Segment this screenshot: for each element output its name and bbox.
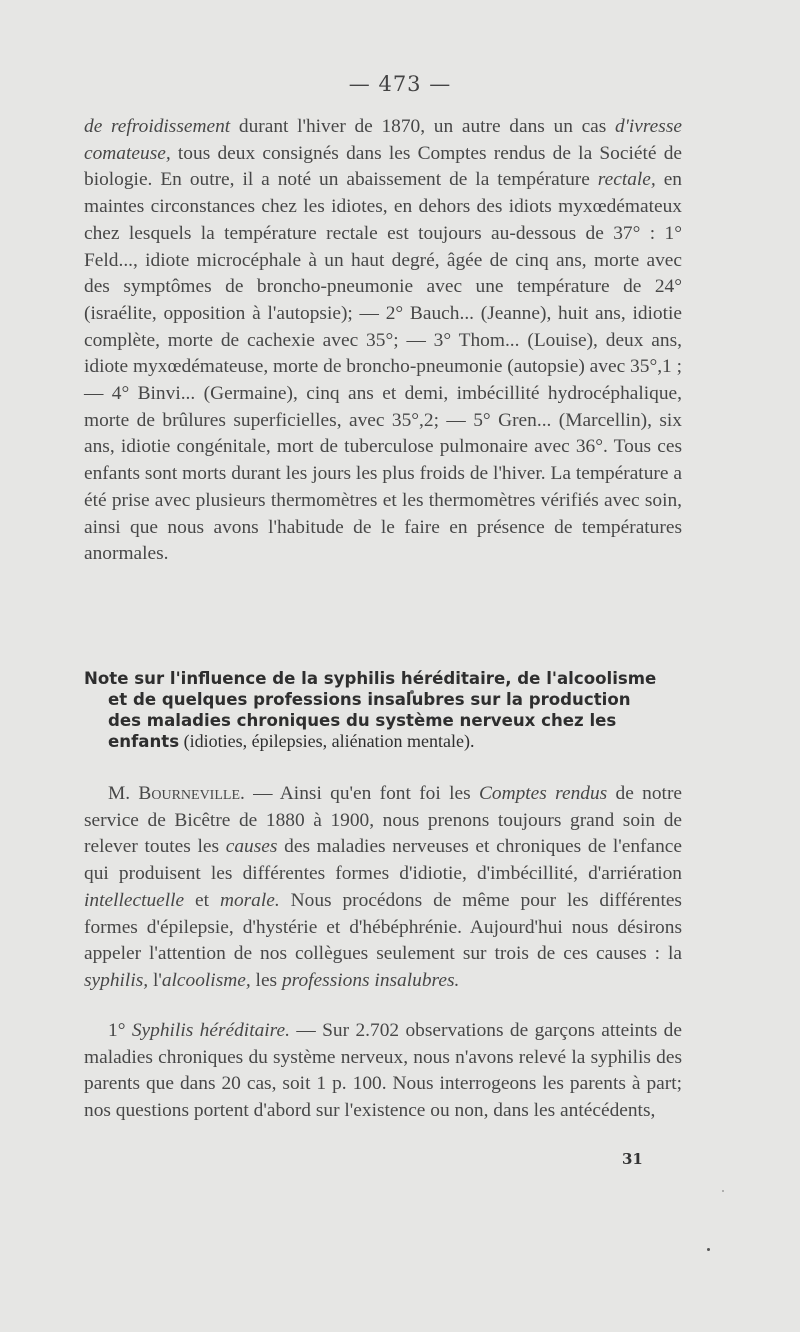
b-text-11: l': [148, 969, 162, 991]
b-em-4: causes: [225, 836, 278, 858]
heading-line-4-normal: (idioties, épilepsies, aliénation mentale).: [179, 731, 475, 751]
heading-line-3: des maladies chroniques du système nerveux chez les: [108, 711, 617, 730]
b-em-6: intellectuelle: [84, 889, 185, 911]
intro-em-1: de refroidissement: [84, 116, 231, 137]
syphilis-paragraph: [84, 1018, 682, 1125]
intro-text-4: tous deux consignés dans les Comptes rendus de la Société de biologie. En outre, il a noté un abaissement de la température: [84, 142, 682, 191]
author-name: M. Bourneville.: [108, 783, 245, 804]
b-text-3: de notre service de Bicêtre de 1880 à 1900, nous prenons toujours grand soin de relever toutes les: [84, 783, 683, 858]
b-em-14: professions insalubres.: [281, 969, 460, 991]
intro-paragraph: [84, 114, 682, 568]
intro-em-5: rectale,: [597, 169, 656, 191]
intro-text-6: en maintes circonstances chez les idiotes, en dehors des idiots myxœdémateux chez lesquels la température rectale est toujours au-dessous de 37° : 1° Feld..., idiote microcéphale à un haut degré, âgée de cinq ans, morte avec des symptômes de broncho-pneumonie avec une température de 24° (israélite, opposition à l'autopsie); — 2° Bauch... (Jeanne), huit ans, idiotie complète, morte de cachexie avec 35°; — 3° Thom... (Louise), deux ans, idiote myxœdémateuse, morte de broncho-pneumonie (autopsie) avec 35°,1 ; — 4° Binvi... (Germaine), cinq ans et demi, imbécillité hydrocéphalique, morte de brûlures superficielles, avec 35°,2; — 5° Gren... (Marcellin), six ans, idiotie congénitale, mort de tuberculose pulmonaire avec 36°. Tous ces enfants sont morts durant les jours les plus froids de l'hiver. La température a été prise avec plusieurs thermomètres et les thermomètres vérifiés avec soin, ainsi que nous avons l'habitude de le faire en présence de températures anormales.: [84, 169, 682, 565]
page-number: — 473 —: [348, 72, 452, 96]
intro-em-3: d'ivresse comateuse,: [84, 116, 682, 164]
b-text-1: — Ainsi qu'en font foi les: [244, 783, 479, 804]
paper-speck: [722, 1190, 724, 1192]
b-em-8: morale.: [219, 889, 280, 911]
b-text-5: des maladies nerveuses et chroniques de l'enfance qui produisent les différentes formes d'idiotie, d'imbécillité, d'arriération: [84, 836, 683, 885]
intro-text-2: durant l'hiver de 1870, un autre dans un cas: [230, 116, 616, 137]
syphilis-lead-em: Syphilis héréditaire.: [131, 1020, 290, 1041]
b-em-12: alcoolisme,: [161, 969, 251, 991]
b-text-13: les: [250, 969, 282, 991]
b-em-2: Comptes rendus: [478, 783, 608, 804]
syphilis-lead: 1°: [108, 1020, 132, 1041]
b-em-10: syphilis,: [84, 969, 149, 991]
b-text-9: Nous procédons de même pour les différentes formes d'épilepsie, d'hystérie et d'hébéphrénie. Aujourd'hui nous désirons appeler l'attention de nos collègues seulement sur trois de ces causes : la: [84, 889, 682, 965]
b-text-7: et: [184, 889, 220, 911]
heading-line-1: Note sur l'influence de la syphilis héréditaire, de l'alcoolisme: [84, 669, 657, 688]
syphilis-body: — Sur 2.702 observations de garçons atteints de maladies chroniques du système nerveux, nous n'avons relevé la syphilis des parents que dans 20 cas, soit 1 p. 100. Nous interrogeons les parents à part; nos questions portent d'abord sur l'existence ou non, dans les antécédents,: [84, 1020, 682, 1122]
section-heading: [84, 668, 682, 752]
heading-line-4-bold: enfants: [108, 732, 180, 751]
bourneville-paragraph: [84, 781, 682, 995]
paper-speck: [707, 1248, 710, 1251]
signature-mark: 31: [622, 1150, 643, 1168]
heading-line-4: [84, 731, 682, 752]
heading-line-2: et de quelques professions insalubres sur la production: [108, 690, 631, 709]
